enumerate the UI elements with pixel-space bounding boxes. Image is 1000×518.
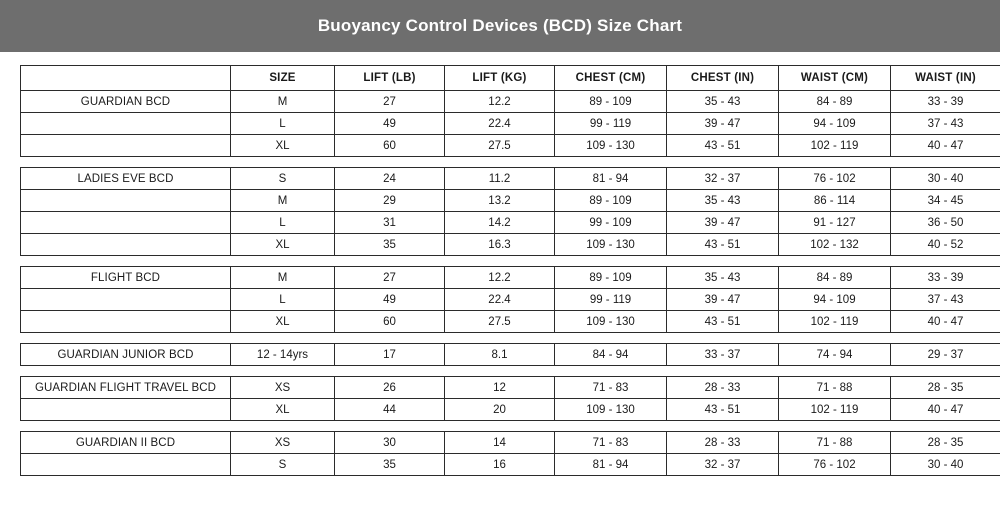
cell-lift-kg: 14 <box>445 432 555 454</box>
cell-size: L <box>231 212 335 234</box>
table-row <box>21 454 1000 476</box>
group-spacer-cell <box>21 256 1000 267</box>
table-row <box>21 267 1000 289</box>
cell-waist-in: 40 - 47 <box>891 135 1000 157</box>
table-body <box>21 91 1000 476</box>
cell-waist-cm: 71 - 88 <box>779 432 891 454</box>
table-row <box>21 344 1000 366</box>
column-header-waist-in: WAIST (IN) <box>891 66 1000 91</box>
table-row <box>21 190 1000 212</box>
cell-size: XL <box>231 399 335 421</box>
cell-lift-lb: 17 <box>335 344 445 366</box>
cell-lift-lb: 44 <box>335 399 445 421</box>
column-header-lift-lb: LIFT (LB) <box>335 66 445 91</box>
cell-chest-in: 32 - 37 <box>667 454 779 476</box>
column-header-chest-cm: CHEST (CM) <box>555 66 667 91</box>
cell-waist-in: 36 - 50 <box>891 212 1000 234</box>
cell-chest-in: 43 - 51 <box>667 135 779 157</box>
cell-waist-cm: 91 - 127 <box>779 212 891 234</box>
table-row <box>21 212 1000 234</box>
cell-chest-cm: 109 - 130 <box>555 234 667 256</box>
cell-size: M <box>231 91 335 113</box>
cell-chest-cm: 89 - 109 <box>555 91 667 113</box>
table-row <box>21 289 1000 311</box>
cell-lift-lb: 29 <box>335 190 445 212</box>
cell-chest-cm: 109 - 130 <box>555 135 667 157</box>
table-row <box>21 311 1000 333</box>
product-name-continuation-cell <box>21 454 231 476</box>
cell-lift-lb: 27 <box>335 91 445 113</box>
cell-waist-in: 28 - 35 <box>891 432 1000 454</box>
table-head <box>21 66 1000 91</box>
cell-chest-cm: 81 - 94 <box>555 454 667 476</box>
group-spacer-cell <box>21 333 1000 344</box>
product-name-continuation-cell <box>21 289 231 311</box>
cell-lift-lb: 24 <box>335 168 445 190</box>
cell-chest-cm: 99 - 109 <box>555 212 667 234</box>
table-row <box>21 135 1000 157</box>
cell-chest-in: 39 - 47 <box>667 113 779 135</box>
cell-size: XS <box>231 432 335 454</box>
product-name-cell: GUARDIAN BCD <box>21 91 231 113</box>
cell-lift-lb: 35 <box>335 234 445 256</box>
column-header-size: SIZE <box>231 66 335 91</box>
cell-lift-lb: 49 <box>335 113 445 135</box>
cell-lift-kg: 22.4 <box>445 289 555 311</box>
cell-waist-in: 40 - 52 <box>891 234 1000 256</box>
cell-size: M <box>231 267 335 289</box>
cell-lift-kg: 27.5 <box>445 311 555 333</box>
cell-waist-in: 29 - 37 <box>891 344 1000 366</box>
cell-chest-in: 35 - 43 <box>667 267 779 289</box>
table-row <box>21 399 1000 421</box>
header-corner-blank <box>21 66 231 91</box>
cell-lift-kg: 8.1 <box>445 344 555 366</box>
column-header-waist-cm: WAIST (CM) <box>779 66 891 91</box>
cell-chest-in: 35 - 43 <box>667 190 779 212</box>
page-title-banner <box>0 0 1000 52</box>
cell-waist-cm: 94 - 109 <box>779 113 891 135</box>
group-spacer-cell <box>21 366 1000 377</box>
cell-lift-lb: 31 <box>335 212 445 234</box>
cell-chest-in: 28 - 33 <box>667 432 779 454</box>
cell-lift-lb: 60 <box>335 135 445 157</box>
cell-waist-in: 28 - 35 <box>891 377 1000 399</box>
cell-lift-lb: 60 <box>335 311 445 333</box>
product-name-cell: GUARDIAN JUNIOR BCD <box>21 344 231 366</box>
table-row <box>21 91 1000 113</box>
cell-lift-kg: 12.2 <box>445 267 555 289</box>
cell-size: S <box>231 168 335 190</box>
cell-waist-in: 30 - 40 <box>891 454 1000 476</box>
product-name-continuation-cell <box>21 212 231 234</box>
cell-size: XS <box>231 377 335 399</box>
cell-size: S <box>231 454 335 476</box>
cell-waist-in: 33 - 39 <box>891 267 1000 289</box>
cell-lift-kg: 14.2 <box>445 212 555 234</box>
product-name-continuation-cell <box>21 311 231 333</box>
column-header-lift-kg: LIFT (KG) <box>445 66 555 91</box>
cell-waist-cm: 102 - 119 <box>779 311 891 333</box>
cell-lift-kg: 12.2 <box>445 91 555 113</box>
cell-size: M <box>231 190 335 212</box>
cell-waist-in: 33 - 39 <box>891 91 1000 113</box>
group-spacer-cell <box>21 157 1000 168</box>
cell-waist-in: 37 - 43 <box>891 113 1000 135</box>
table-header-row <box>21 66 1000 91</box>
group-spacer-row <box>21 333 1000 344</box>
product-name-continuation-cell <box>21 234 231 256</box>
cell-chest-in: 43 - 51 <box>667 234 779 256</box>
cell-lift-kg: 12 <box>445 377 555 399</box>
cell-chest-cm: 71 - 83 <box>555 432 667 454</box>
cell-chest-cm: 89 - 109 <box>555 267 667 289</box>
group-spacer-row <box>21 256 1000 267</box>
cell-size: L <box>231 289 335 311</box>
cell-chest-in: 39 - 47 <box>667 212 779 234</box>
cell-waist-in: 34 - 45 <box>891 190 1000 212</box>
product-name-cell: FLIGHT BCD <box>21 267 231 289</box>
table-row <box>21 377 1000 399</box>
cell-chest-cm: 99 - 119 <box>555 113 667 135</box>
cell-waist-in: 30 - 40 <box>891 168 1000 190</box>
cell-size: 12 - 14yrs <box>231 344 335 366</box>
cell-chest-in: 33 - 37 <box>667 344 779 366</box>
table-row <box>21 168 1000 190</box>
cell-chest-cm: 109 - 130 <box>555 311 667 333</box>
size-chart-table <box>20 65 1000 476</box>
cell-waist-cm: 76 - 102 <box>779 168 891 190</box>
cell-lift-kg: 16 <box>445 454 555 476</box>
cell-waist-cm: 86 - 114 <box>779 190 891 212</box>
cell-chest-in: 39 - 47 <box>667 289 779 311</box>
cell-chest-in: 43 - 51 <box>667 399 779 421</box>
product-name-continuation-cell <box>21 190 231 212</box>
cell-waist-cm: 76 - 102 <box>779 454 891 476</box>
cell-size: XL <box>231 311 335 333</box>
cell-waist-in: 40 - 47 <box>891 311 1000 333</box>
cell-lift-lb: 27 <box>335 267 445 289</box>
product-name-cell: GUARDIAN FLIGHT TRAVEL BCD <box>21 377 231 399</box>
cell-lift-kg: 27.5 <box>445 135 555 157</box>
cell-chest-cm: 71 - 83 <box>555 377 667 399</box>
cell-waist-in: 37 - 43 <box>891 289 1000 311</box>
cell-size: L <box>231 113 335 135</box>
cell-waist-cm: 102 - 119 <box>779 399 891 421</box>
cell-lift-kg: 20 <box>445 399 555 421</box>
cell-waist-cm: 84 - 89 <box>779 267 891 289</box>
product-name-continuation-cell <box>21 135 231 157</box>
cell-chest-in: 28 - 33 <box>667 377 779 399</box>
product-name-cell: GUARDIAN II BCD <box>21 432 231 454</box>
cell-lift-lb: 26 <box>335 377 445 399</box>
group-spacer-cell <box>21 421 1000 432</box>
cell-chest-cm: 99 - 119 <box>555 289 667 311</box>
cell-lift-lb: 30 <box>335 432 445 454</box>
table-row <box>21 432 1000 454</box>
column-header-chest-in: CHEST (IN) <box>667 66 779 91</box>
cell-chest-in: 35 - 43 <box>667 91 779 113</box>
group-spacer-row <box>21 366 1000 377</box>
table-row <box>21 234 1000 256</box>
cell-lift-kg: 13.2 <box>445 190 555 212</box>
cell-size: XL <box>231 234 335 256</box>
cell-waist-cm: 94 - 109 <box>779 289 891 311</box>
cell-waist-cm: 102 - 132 <box>779 234 891 256</box>
cell-size: XL <box>231 135 335 157</box>
cell-lift-lb: 35 <box>335 454 445 476</box>
cell-waist-cm: 102 - 119 <box>779 135 891 157</box>
cell-chest-cm: 89 - 109 <box>555 190 667 212</box>
cell-lift-kg: 16.3 <box>445 234 555 256</box>
cell-waist-cm: 74 - 94 <box>779 344 891 366</box>
cell-waist-in: 40 - 47 <box>891 399 1000 421</box>
cell-chest-cm: 109 - 130 <box>555 399 667 421</box>
table-row <box>21 113 1000 135</box>
cell-lift-lb: 49 <box>335 289 445 311</box>
group-spacer-row <box>21 421 1000 432</box>
cell-chest-cm: 81 - 94 <box>555 168 667 190</box>
cell-lift-kg: 22.4 <box>445 113 555 135</box>
product-name-cell: LADIES EVE BCD <box>21 168 231 190</box>
cell-chest-cm: 84 - 94 <box>555 344 667 366</box>
group-spacer-row <box>21 157 1000 168</box>
cell-waist-cm: 84 - 89 <box>779 91 891 113</box>
product-name-continuation-cell <box>21 113 231 135</box>
page-title: Buoyancy Control Devices (BCD) Size Chart <box>317 16 683 35</box>
cell-chest-in: 32 - 37 <box>667 168 779 190</box>
cell-waist-cm: 71 - 88 <box>779 377 891 399</box>
product-name-continuation-cell <box>21 399 231 421</box>
cell-chest-in: 43 - 51 <box>667 311 779 333</box>
cell-lift-kg: 11.2 <box>445 168 555 190</box>
